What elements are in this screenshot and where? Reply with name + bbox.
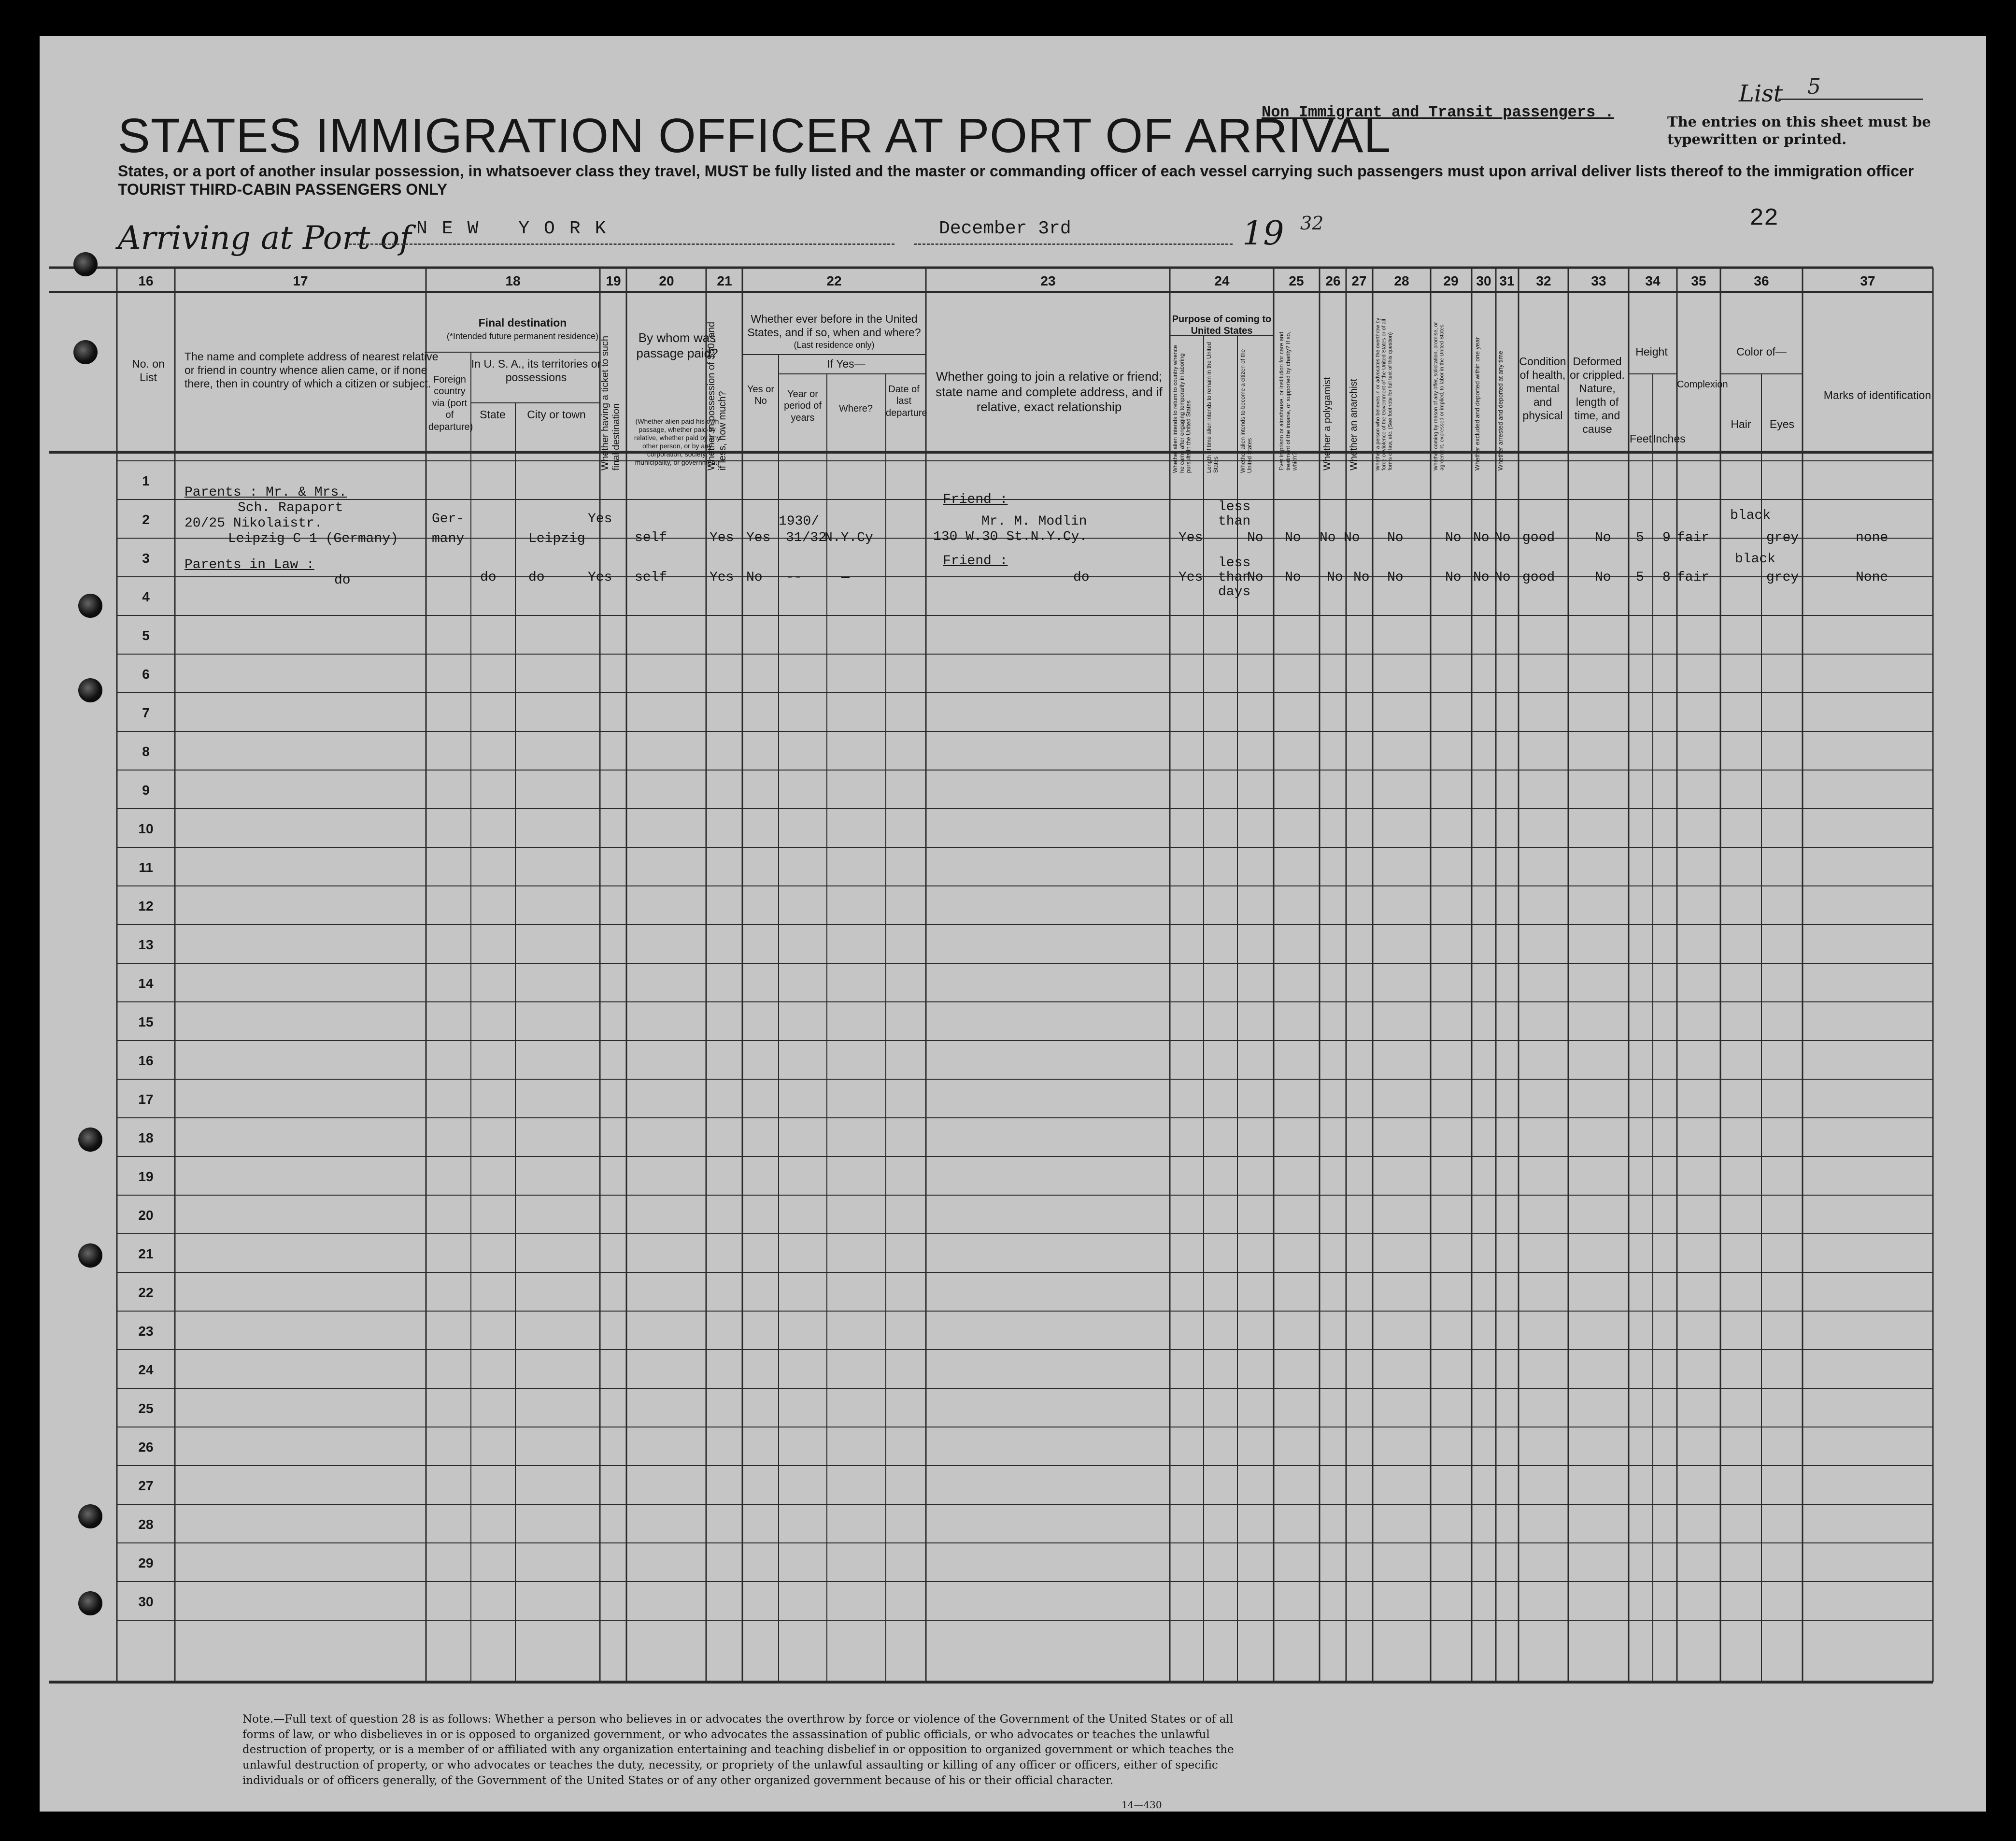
header-usa: In U. S. A., its territories or possessions bbox=[471, 357, 601, 384]
row1-relative-line4: Leipzig C 1 (Germany) bbox=[228, 531, 398, 546]
table-grid bbox=[40, 36, 1986, 1812]
row1-health: good bbox=[1522, 530, 1555, 545]
row2-purpose-time-b: than bbox=[1218, 570, 1251, 585]
header-purpose-citizen: Whether alien intends to become a citizen of the United States bbox=[1239, 349, 1253, 473]
row-number: 23 bbox=[138, 1324, 154, 1339]
row2-ever-before: No bbox=[746, 570, 763, 585]
header-foreign-country: Foreign country via (port of departure) bbox=[428, 374, 473, 432]
row2-join-name: do bbox=[1073, 570, 1090, 585]
header-purpose: Purpose of coming to United States bbox=[1172, 314, 1272, 337]
row-number: 19 bbox=[138, 1169, 154, 1184]
row1-relative-line2: Sch. Rapaport bbox=[238, 500, 343, 515]
row2-hair: black bbox=[1735, 552, 1776, 567]
header-complexion: Complexion bbox=[1677, 379, 1728, 390]
header-where: Where? bbox=[838, 403, 873, 414]
column-number: 35 bbox=[1691, 273, 1706, 288]
row1-ticket: Yes bbox=[588, 512, 612, 527]
header-relative-address: The name and complete address of nearest relative or friend in country whence alien came, or if none there, then in country of which a citizen or subject. bbox=[185, 350, 439, 390]
row-number: 17 bbox=[138, 1092, 154, 1107]
column-number: 16 bbox=[138, 273, 154, 288]
row1-excluded: No bbox=[1473, 530, 1490, 545]
row-number: 10 bbox=[138, 821, 154, 836]
row-number: 12 bbox=[138, 899, 154, 913]
header-health: Condition of health, mental and physical bbox=[1519, 355, 1566, 422]
row1-where: N.Y.Cy bbox=[824, 530, 873, 545]
header-if-yes: If Yes— bbox=[827, 357, 866, 370]
header-hair: Hair bbox=[1731, 418, 1751, 430]
row2-relative-line1: Parents in Law : bbox=[185, 557, 314, 572]
row2-where: — bbox=[841, 570, 850, 585]
year-suffix: 32 bbox=[1300, 213, 1324, 234]
row1-city: Leipzig bbox=[528, 531, 585, 546]
row2-fifty-dollars: Yes bbox=[710, 570, 734, 585]
row-number: 24 bbox=[138, 1362, 154, 1377]
header-eyes: Eyes bbox=[1769, 418, 1795, 430]
row2-purpose-time-c: days bbox=[1218, 585, 1251, 599]
row2-excluded: No bbox=[1473, 570, 1490, 585]
year-prefix: 19 bbox=[1242, 214, 1284, 253]
column-number: 28 bbox=[1394, 273, 1409, 288]
row-number: 26 bbox=[138, 1440, 154, 1455]
row-number: 28 bbox=[138, 1517, 154, 1532]
row1-passage-paid: self bbox=[635, 530, 667, 545]
row1-complexion: fair bbox=[1677, 530, 1710, 545]
column-number: 32 bbox=[1536, 273, 1551, 288]
row-number: 29 bbox=[138, 1556, 154, 1570]
column-number: 34 bbox=[1645, 273, 1661, 288]
tourist-label: TOURIST THIRD-CABIN PASSENGERS ONLY bbox=[118, 181, 448, 198]
passenger-class-label: Non Immigrant and Transit passengers . bbox=[1262, 103, 1614, 121]
list-label: List bbox=[1739, 80, 1783, 107]
binder-hole bbox=[78, 1504, 102, 1528]
header-deformed: Deformed or crippled. Nature, length of time, and cause bbox=[1570, 355, 1625, 436]
row-number: 30 bbox=[138, 1594, 154, 1609]
row2-city: do bbox=[528, 570, 545, 585]
row1-foreign-country-a: Ger- bbox=[432, 512, 465, 527]
header-anarchist: Whether an anarchist bbox=[1349, 378, 1359, 471]
column-number: 22 bbox=[826, 273, 842, 288]
row2-deported: No bbox=[1494, 570, 1511, 585]
row-number: 9 bbox=[142, 783, 150, 798]
header-deported: Whether arrested and deported at any time bbox=[1497, 351, 1504, 471]
column-number: 37 bbox=[1860, 273, 1875, 288]
header-final-destination: Final destination bbox=[478, 316, 567, 329]
row2-purpose-return: Yes bbox=[1178, 570, 1203, 585]
header-ever-before: Whether ever before in the United States, and if so, when and where? bbox=[747, 313, 921, 339]
column-number: 27 bbox=[1351, 273, 1367, 288]
row-number: 11 bbox=[139, 860, 153, 875]
page-title: STATES IMMIGRATION OFFICER AT PORT OF ARRIVAL bbox=[118, 109, 1391, 163]
list-number: 5 bbox=[1807, 74, 1821, 99]
row1-foreign-country-b: many bbox=[432, 531, 465, 546]
column-number: 26 bbox=[1325, 273, 1341, 288]
header-departure-date: Date of last departure bbox=[886, 384, 927, 418]
binder-hole bbox=[78, 1591, 102, 1615]
column-number: 29 bbox=[1443, 273, 1459, 288]
row-number: 15 bbox=[138, 1014, 154, 1029]
row2-feet: 5 bbox=[1636, 570, 1644, 585]
column-number: 23 bbox=[1040, 273, 1056, 288]
date-value: December 3rd bbox=[939, 218, 1071, 239]
row-number: 3 bbox=[142, 551, 150, 566]
row-number: 18 bbox=[138, 1130, 154, 1145]
row2-labor-offer: No bbox=[1445, 570, 1462, 585]
row1-labor-offer: No bbox=[1445, 530, 1462, 545]
row-number: 13 bbox=[138, 937, 154, 952]
row2-purpose-citizen: No bbox=[1247, 570, 1264, 585]
row1-eyes: grey bbox=[1766, 530, 1799, 545]
binder-hole bbox=[73, 340, 98, 364]
row1-join-label: Friend : bbox=[943, 492, 1008, 507]
header-marks: Marks of identification bbox=[1823, 389, 1931, 401]
statute-text: States, or a port of another insular possession, in whatsoever class they travel, MUST be fully listed and the master or commanding officer of each vessel carrying such passengers must upon arrival deliver lists thereof to the immigration officer bbox=[118, 162, 1914, 180]
row-number: 5 bbox=[142, 628, 150, 643]
row-number: 21 bbox=[138, 1246, 154, 1261]
row2-join-label: Friend : bbox=[943, 554, 1008, 569]
row1-marks: none bbox=[1856, 530, 1888, 545]
row-number: 6 bbox=[142, 667, 150, 682]
row2-question-28: No bbox=[1387, 570, 1404, 585]
header-final-destination-sub: (*Intended future permanent residence) bbox=[446, 331, 599, 341]
row1-prison: No bbox=[1285, 530, 1301, 545]
row2-health: good bbox=[1522, 570, 1555, 585]
header-color: Color of— bbox=[1736, 345, 1787, 358]
page-number: 22 bbox=[1749, 205, 1779, 232]
header-fifty-dollars: Whether in possession of $50, and if less, how much? bbox=[706, 322, 728, 471]
header-feet: Feet bbox=[1629, 432, 1652, 445]
binder-hole bbox=[78, 1127, 102, 1152]
manifest-sheet bbox=[40, 36, 1986, 1812]
binder-hole bbox=[78, 594, 102, 618]
header-ever-before-sub: (Last residence only) bbox=[794, 340, 875, 350]
row1-years-b: 31/32 bbox=[786, 530, 827, 545]
header-yes-no: Yes or No bbox=[747, 384, 774, 407]
column-number: 21 bbox=[717, 273, 732, 288]
row2-relative-line2: do bbox=[334, 573, 351, 588]
column-number: 25 bbox=[1289, 273, 1304, 288]
header-question-28: Whether a person who believes in or advocates the overthrow by force or violence of the Government of the United States or of all forms of law, etc. (See footnote for full text of this question) bbox=[1375, 317, 1393, 471]
row2-ticket: Yes bbox=[588, 570, 612, 585]
row1-hair: black bbox=[1730, 508, 1771, 523]
binder-hole bbox=[78, 678, 102, 702]
port-value: NEW YORK bbox=[416, 218, 621, 239]
row-number: 22 bbox=[138, 1285, 154, 1300]
header-labor-offer: Whether coming by reason of any offer, solicitation, promise, or agreement, expressed or implied, to labor in the United States bbox=[1433, 322, 1445, 471]
row-number: 14 bbox=[138, 976, 154, 991]
row-number: 25 bbox=[138, 1401, 154, 1416]
row-number: 16 bbox=[138, 1053, 154, 1068]
row2-years: -- bbox=[786, 570, 802, 585]
row2-polygamist: No bbox=[1327, 570, 1343, 585]
header-city: City or town bbox=[527, 408, 586, 421]
row1-join-name: Mr. M. Modlin bbox=[981, 514, 1087, 529]
column-number: 24 bbox=[1214, 273, 1230, 288]
binder-hole bbox=[73, 252, 98, 276]
header-purpose-return: Whether alien intends to return to country whence he came after engaging temporarily in laboring pursuits in the United States bbox=[1172, 345, 1192, 473]
row-number: 20 bbox=[138, 1208, 154, 1223]
row2-anarchist: No bbox=[1353, 570, 1370, 585]
row1-deported: No bbox=[1494, 530, 1511, 545]
row1-deformed: No bbox=[1595, 530, 1611, 545]
header-purpose-time: Length of time alien intends to remain in the United States bbox=[1206, 342, 1219, 473]
column-number: 19 bbox=[606, 273, 621, 288]
row1-fifty-dollars: Yes bbox=[710, 530, 734, 545]
row-number: 7 bbox=[142, 705, 150, 720]
binder-hole bbox=[78, 1243, 102, 1268]
row1-join-address: 130 W.30 St.N.Y.Cy. bbox=[933, 529, 1088, 544]
row1-ever-before: Yes bbox=[746, 530, 771, 545]
row2-state: do bbox=[480, 570, 497, 585]
header-polygamist: Whether a polygamist bbox=[1322, 377, 1333, 471]
header-no-on-list: No. on List bbox=[132, 357, 165, 384]
column-number: 30 bbox=[1476, 273, 1491, 288]
row1-purpose-citizen: No bbox=[1247, 530, 1264, 545]
row-number: 27 bbox=[138, 1478, 154, 1493]
column-number: 17 bbox=[293, 273, 308, 288]
row1-inches: 9 bbox=[1662, 530, 1671, 545]
column-number: 31 bbox=[1499, 273, 1515, 288]
header-height: Height bbox=[1635, 345, 1668, 358]
row2-purpose-time-a: less bbox=[1218, 556, 1251, 571]
row1-years-a: 1930/ bbox=[779, 514, 820, 529]
row2-complexion: fair bbox=[1677, 570, 1710, 585]
row2-passage-paid: self bbox=[635, 570, 667, 585]
column-number: 18 bbox=[505, 273, 521, 288]
column-number: 36 bbox=[1754, 273, 1769, 288]
row1-feet: 5 bbox=[1636, 530, 1644, 545]
header-year: Year or period of years bbox=[784, 389, 822, 423]
row1-purpose-time-a: less bbox=[1218, 499, 1251, 514]
form-number: 14—430 bbox=[1122, 1799, 1162, 1811]
row1-question-28: No bbox=[1387, 530, 1404, 545]
row1-purpose-return: Yes bbox=[1178, 530, 1203, 545]
row-number: 8 bbox=[142, 744, 150, 759]
row-number: 4 bbox=[142, 589, 150, 604]
header-passage-paid: By whom was passage paid? bbox=[636, 330, 718, 360]
column-number: 33 bbox=[1591, 273, 1606, 288]
row1-polygamist: No bbox=[1320, 530, 1336, 545]
header-state: State bbox=[480, 408, 506, 421]
row2-prison: No bbox=[1285, 570, 1301, 585]
row2-marks: None bbox=[1856, 570, 1888, 585]
header-prison: Ever in prison or almshouse, or institution for care and treatment of the insane, or supported by charity? If so, which? bbox=[1278, 331, 1298, 471]
header-join-relative: Whether going to join a relative or friend; state name and complete address, and if relative, exact relationship bbox=[936, 369, 1163, 414]
row-number: 2 bbox=[142, 512, 150, 527]
header-ticket: Whether having a ticket to such final destination bbox=[600, 335, 622, 471]
row1-purpose-time-b: than bbox=[1218, 514, 1251, 529]
row1-relative-line3: 20/25 Nikolaistr. bbox=[185, 516, 323, 531]
column-number: 20 bbox=[659, 273, 674, 288]
entries-note: The entries on this sheet must be typewritten or printed. bbox=[1667, 114, 1931, 148]
row2-deformed: No bbox=[1595, 570, 1611, 585]
header-excluded: Whether excluded and deported within one year bbox=[1474, 337, 1481, 471]
footnote: Note.—Full text of question 28 is as follows: Whether a person who believes in or advocates the overthrow by force or violence of the Government of the United States or of all forms of law, or who disbelieves in or is opposed to organized government, or who advocates the assassination of public officials, or who advocates or teaches the unlawful destruction of property, or is a member of or affiliated with any organization entertaining and teaching disbelief in or opposition to organized government or which teaches the unlawful destruction of property, or who advocates or teaches the duty, necessity, or propriety of the unlawful assaulting or killing of any officer or officers, either of specific individuals or of officers generally, of the Government of the United States or of any other organized government because of his or their official character. bbox=[242, 1713, 1234, 1787]
row-number: 1 bbox=[142, 473, 150, 488]
row2-eyes: grey bbox=[1766, 570, 1799, 585]
header-passage-paid-sub: (Whether alien paid his own passage, whether paid by relative, whether paid by any other person, or by any corporation, society, municipality, or government) bbox=[634, 417, 721, 467]
header-inches: Inches bbox=[1653, 432, 1686, 445]
row1-anarchist: No bbox=[1344, 530, 1360, 545]
row2-inches: 8 bbox=[1662, 570, 1671, 585]
arriving-label: Arriving at Port of bbox=[118, 219, 412, 257]
row1-relative-line1: Parents : Mr. & Mrs. bbox=[185, 485, 347, 500]
